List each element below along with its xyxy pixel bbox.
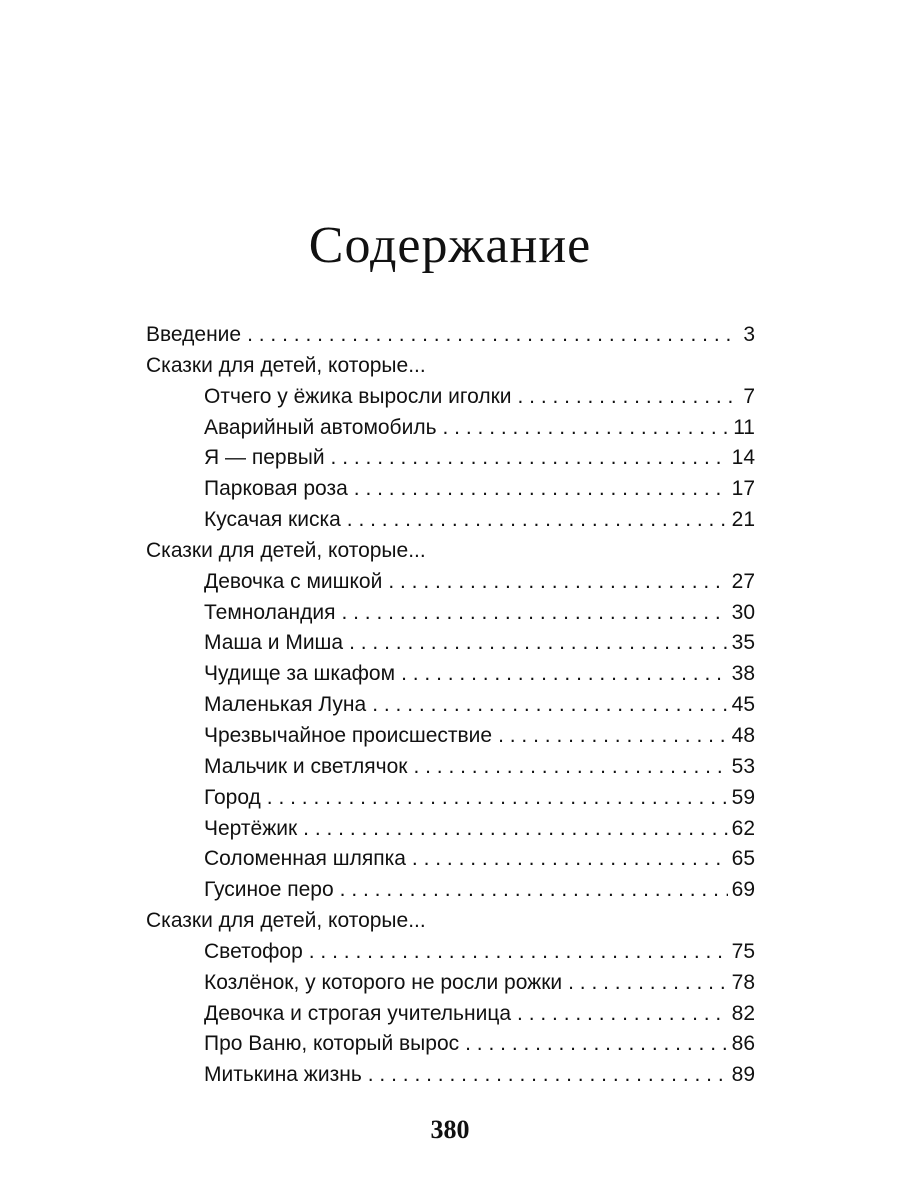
toc-entry-page-number: 38 bbox=[731, 662, 755, 686]
toc-entry bbox=[146, 721, 755, 752]
toc-entry bbox=[146, 783, 755, 814]
toc-dot-leader bbox=[247, 320, 739, 351]
toc-entry-title: Митькина жизнь bbox=[204, 1063, 362, 1087]
toc-entry bbox=[146, 844, 755, 875]
toc-entry-title: Сказки для детей, которые... bbox=[146, 353, 426, 377]
toc-dot-leader bbox=[267, 783, 728, 814]
toc-entry bbox=[146, 814, 755, 845]
toc-dot-leader bbox=[347, 505, 728, 536]
toc-dot-leader bbox=[517, 382, 739, 413]
toc-entry-title: Введение bbox=[146, 323, 242, 346]
toc-entry bbox=[146, 968, 755, 999]
toc-dot-leader bbox=[349, 628, 728, 659]
toc-entry bbox=[146, 628, 755, 659]
toc-dot-leader bbox=[354, 474, 728, 505]
toc-entry-page-number: 78 bbox=[731, 970, 755, 994]
toc-entry-title: Девочка с мишкой bbox=[204, 569, 383, 593]
toc-entry-page-number: 35 bbox=[731, 631, 755, 655]
toc-entry-page-number: 65 bbox=[731, 847, 755, 871]
toc-entry-title: Сказки для детей, которые... bbox=[146, 909, 426, 933]
toc-entry-title: Маленькая Луна bbox=[204, 693, 367, 717]
toc-entry-page-number: 3 bbox=[743, 323, 755, 346]
toc-entry bbox=[146, 474, 755, 505]
toc-entry bbox=[146, 690, 755, 721]
toc-entry-page-number: 86 bbox=[731, 1032, 755, 1056]
toc-dot-leader bbox=[498, 721, 728, 752]
toc-entry-title: Козлёнок, у которого не росли рожки bbox=[204, 970, 563, 994]
toc-entry-title: Отчего у ёжика выросли иголки bbox=[204, 384, 512, 408]
toc-dot-leader bbox=[388, 567, 727, 598]
toc-entry bbox=[146, 752, 755, 783]
table-of-contents bbox=[146, 320, 755, 1091]
toc-dot-leader bbox=[303, 814, 727, 845]
toc-entry-title: Сказки для детей, которые... bbox=[146, 538, 426, 562]
toc-entry-page-number: 7 bbox=[743, 384, 755, 408]
toc-dot-leader bbox=[413, 752, 727, 783]
toc-entry-page-number: 48 bbox=[731, 723, 755, 747]
toc-dot-leader bbox=[401, 659, 728, 690]
toc-dot-leader bbox=[443, 413, 730, 444]
toc-entry-title: Гусиное перо bbox=[204, 878, 334, 902]
toc-section bbox=[146, 536, 755, 567]
toc-entry-page-number: 89 bbox=[731, 1063, 755, 1087]
toc-entry bbox=[146, 659, 755, 690]
toc-entry bbox=[146, 382, 755, 413]
toc-entry-title: Кусачая киска bbox=[204, 508, 341, 532]
toc-entry-page-number: 62 bbox=[731, 816, 755, 840]
toc-entry bbox=[146, 937, 755, 968]
toc-entry-page-number: 82 bbox=[731, 1001, 755, 1025]
toc-entry-page-number: 11 bbox=[733, 415, 755, 439]
toc-dot-leader bbox=[341, 598, 727, 629]
toc-entry-title: Соломенная шляпка bbox=[204, 847, 406, 871]
toc-entry-page-number: 75 bbox=[731, 939, 755, 963]
toc-entry-page-number: 69 bbox=[731, 878, 755, 902]
toc-entry-title: Светофор bbox=[204, 939, 303, 963]
toc-entry-title: Про Ваню, который вырос bbox=[204, 1032, 460, 1056]
toc-entry-title: Парковая роза bbox=[204, 477, 348, 501]
toc-section bbox=[146, 906, 755, 937]
page-title: Содержание bbox=[308, 217, 592, 274]
toc-dot-leader bbox=[412, 844, 728, 875]
toc-dot-leader bbox=[372, 690, 727, 721]
toc-entry bbox=[146, 443, 755, 474]
toc-entry-title: Маша и Миша bbox=[204, 631, 344, 655]
toc-dot-leader bbox=[568, 968, 728, 999]
toc-entry-page-number: 21 bbox=[731, 508, 755, 532]
toc-entry-page-number: 17 bbox=[731, 477, 755, 501]
toc-entry-title: Чертёжик bbox=[204, 816, 298, 840]
toc-dot-leader bbox=[517, 999, 728, 1030]
toc-entry bbox=[146, 999, 755, 1030]
toc-entry-page-number: 30 bbox=[731, 600, 755, 624]
toc-entry-title: Девочка и строгая учительница bbox=[204, 1001, 512, 1025]
toc-entry-page-number: 14 bbox=[731, 446, 755, 470]
toc-entry-title: Темноландия bbox=[204, 600, 336, 624]
toc-dot-leader bbox=[465, 1029, 728, 1060]
page-number: 380 bbox=[430, 1115, 470, 1144]
toc-entry bbox=[146, 1060, 755, 1091]
toc-entry bbox=[146, 505, 755, 536]
toc-entry-page-number: 45 bbox=[731, 693, 755, 717]
toc-entry bbox=[146, 875, 755, 906]
toc-entry-title: Я — первый bbox=[204, 446, 325, 470]
toc-entry-title: Чрезвычайное происшествие bbox=[204, 723, 493, 747]
toc-dot-leader bbox=[340, 875, 728, 906]
toc-entry-title: Город bbox=[204, 785, 261, 809]
toc-entry-title: Аварийный автомобиль bbox=[204, 415, 437, 439]
toc-entry-page-number: 27 bbox=[731, 569, 755, 593]
toc-section bbox=[146, 320, 755, 351]
toc-entry-title: Чудище за шкафом bbox=[204, 662, 396, 686]
toc-entry bbox=[146, 567, 755, 598]
toc-entry-page-number: 59 bbox=[731, 785, 755, 809]
toc-entry bbox=[146, 413, 755, 444]
toc-entry bbox=[146, 1029, 755, 1060]
toc-entry-title: Мальчик и светлячок bbox=[204, 754, 408, 778]
toc-dot-leader bbox=[309, 937, 728, 968]
toc-dot-leader bbox=[331, 443, 728, 474]
toc-section bbox=[146, 351, 755, 382]
toc-entry bbox=[146, 598, 755, 629]
toc-entry-page-number: 53 bbox=[731, 754, 755, 778]
toc-dot-leader bbox=[368, 1060, 728, 1091]
